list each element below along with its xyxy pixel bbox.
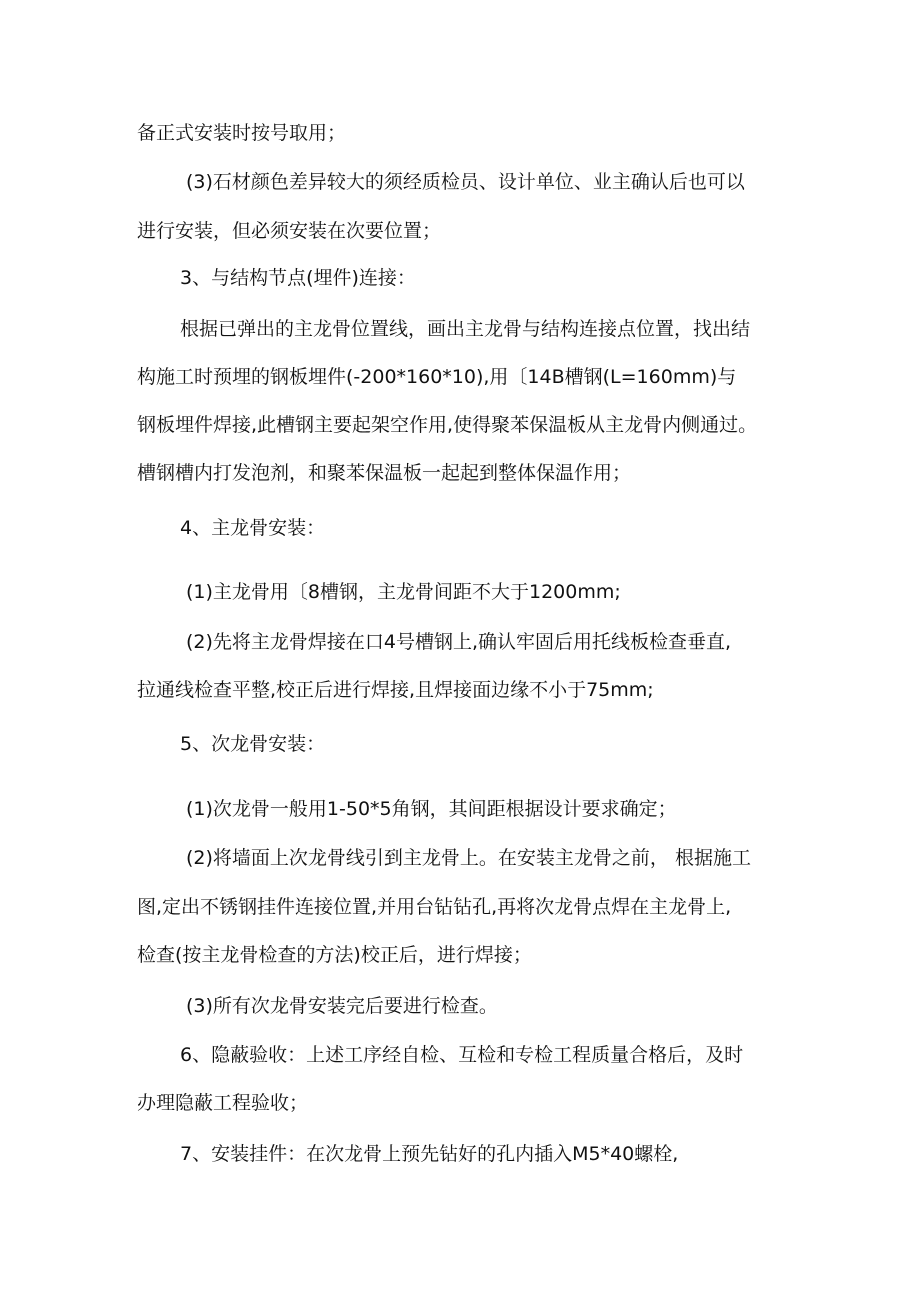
text-line-21: 7、安装挂件：在次龙骨上预先钻好的孔内插入M5*40螺栓, — [180, 1143, 679, 1165]
text-line-19: 6、隐蔽验收：上述工序经自检、互检和专检工程质量合格后，及时 — [180, 1044, 744, 1066]
text-line-10: (1)主龙骨用〔8槽钢，主龙骨间距不大于1200mm; — [186, 581, 621, 603]
text-line-17: 检查(按主龙骨检查的方法)校正后，进行焊接； — [137, 944, 532, 966]
text-line-2: (3)石材颜色差异较大的须经质检员、设计单位、业主确认后也可以 — [186, 171, 745, 193]
text-line-16: 图,定出不锈钢挂件连接位置,并用台钻钻孔,再将次龙骨点焊在主龙骨上, — [137, 896, 732, 918]
text-line-18: (3)所有次龙骨安装完后要进行检查。 — [186, 995, 498, 1017]
text-line-5: 根据已弹出的主龙骨位置线，画出主龙骨与结构连接点位置，找出结 — [180, 318, 751, 340]
text-line-20: 办理隐蔽工程验收； — [137, 1092, 309, 1114]
text-line-4: 3、与结构节点(埋件)连接： — [180, 267, 416, 289]
text-line-13: 5、次龙骨安装： — [180, 733, 326, 755]
text-line-12: 拉通线检查平整,校正后进行焊接,且焊接面边缘不小于75mm; — [137, 679, 654, 701]
text-line-1: 备正式安装时按号取用； — [137, 122, 347, 144]
text-line-7: 钢板埋件焊接,此槽钢主要起架空作用,使得聚苯保温板从主龙骨内侧通过。 — [137, 414, 758, 436]
text-line-8: 槽钢槽内打发泡剂，和聚苯保温板一起起到整体保温作用； — [137, 462, 632, 484]
text-line-14: (1)次龙骨一般用1-50*5角钢，其间距根据设计要求确定； — [186, 798, 677, 820]
text-line-15: (2)将墙面上次龙骨线引到主龙骨上。在安装主龙骨之前， 根据施工 — [186, 847, 751, 869]
text-line-6: 构施工时预埋的钢板埋件(-200*160*10),用〔14B槽钢(L=160mm)与 — [137, 366, 737, 388]
text-line-11: (2)先将主龙骨焊接在口4号槽钢上,确认牢固后用托线板检查垂直, — [186, 631, 732, 653]
text-line-3: 进行安装，但必须安装在次要位置； — [137, 220, 442, 242]
text-line-9: 4、主龙骨安装： — [180, 517, 326, 539]
